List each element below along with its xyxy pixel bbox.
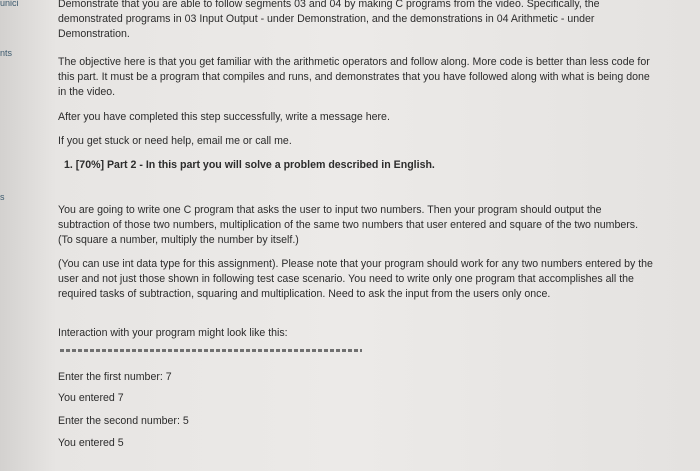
sidebar-label[interactable]: nts bbox=[0, 48, 13, 58]
note-paragraph: (You can use int data type for this assignment). Please note that your program should work for any two numbers entered by the user and not just those shown in following test case scenario. You need to write only one program that accomplishes all the required tasks of subtraction, squaring and multiplication. Need to ask the input from the users only once. bbox=[58, 258, 653, 300]
sample-line: Enter the first number: 7 bbox=[58, 371, 172, 383]
left-sidebar bbox=[0, 0, 40, 471]
interaction-heading: Interaction with your program might look like this: bbox=[58, 327, 288, 339]
task-paragraph: You are going to write one C program that asks the user to input two numbers. Then your program should output the subtraction of those two numbers, multiplication of the same two numbers that user entered and square of the two numbers. (To square a number, multiply the number by itself.) bbox=[58, 204, 639, 246]
after-step-text: After you have completed this step successfully, write a message here. bbox=[58, 111, 390, 123]
stuck-text: If you get stuck or need help, email me or call me. bbox=[58, 135, 292, 147]
sample-line: Enter the second number: 5 bbox=[58, 415, 189, 427]
sidebar-label[interactable]: unici bbox=[0, 0, 19, 8]
objective-paragraph: The objective here is that you get familiar with the arithmetic operators and follow along. More code is better than less code for this part. It must be a program that compiles and runs, and demonstrates that you have followed along with what is being done in the video. bbox=[58, 56, 650, 98]
dashed-separator bbox=[60, 349, 362, 352]
part2-heading: 1. [70%] Part 2 - In this part you will solve a problem described in English. bbox=[64, 159, 435, 171]
sample-line: You entered 7 bbox=[58, 392, 124, 404]
sidebar-label[interactable]: s bbox=[0, 192, 5, 202]
intro-paragraph: Demonstrate that you are able to follow segments 03 and 04 by making C programs from the video. Specifically, the demonstrated programs in 03 Input Output - under Demonstration, and the demonstrations in 04 Arithmetic - under Demonstration. bbox=[58, 0, 600, 40]
sample-line: You entered 5 bbox=[58, 437, 124, 449]
